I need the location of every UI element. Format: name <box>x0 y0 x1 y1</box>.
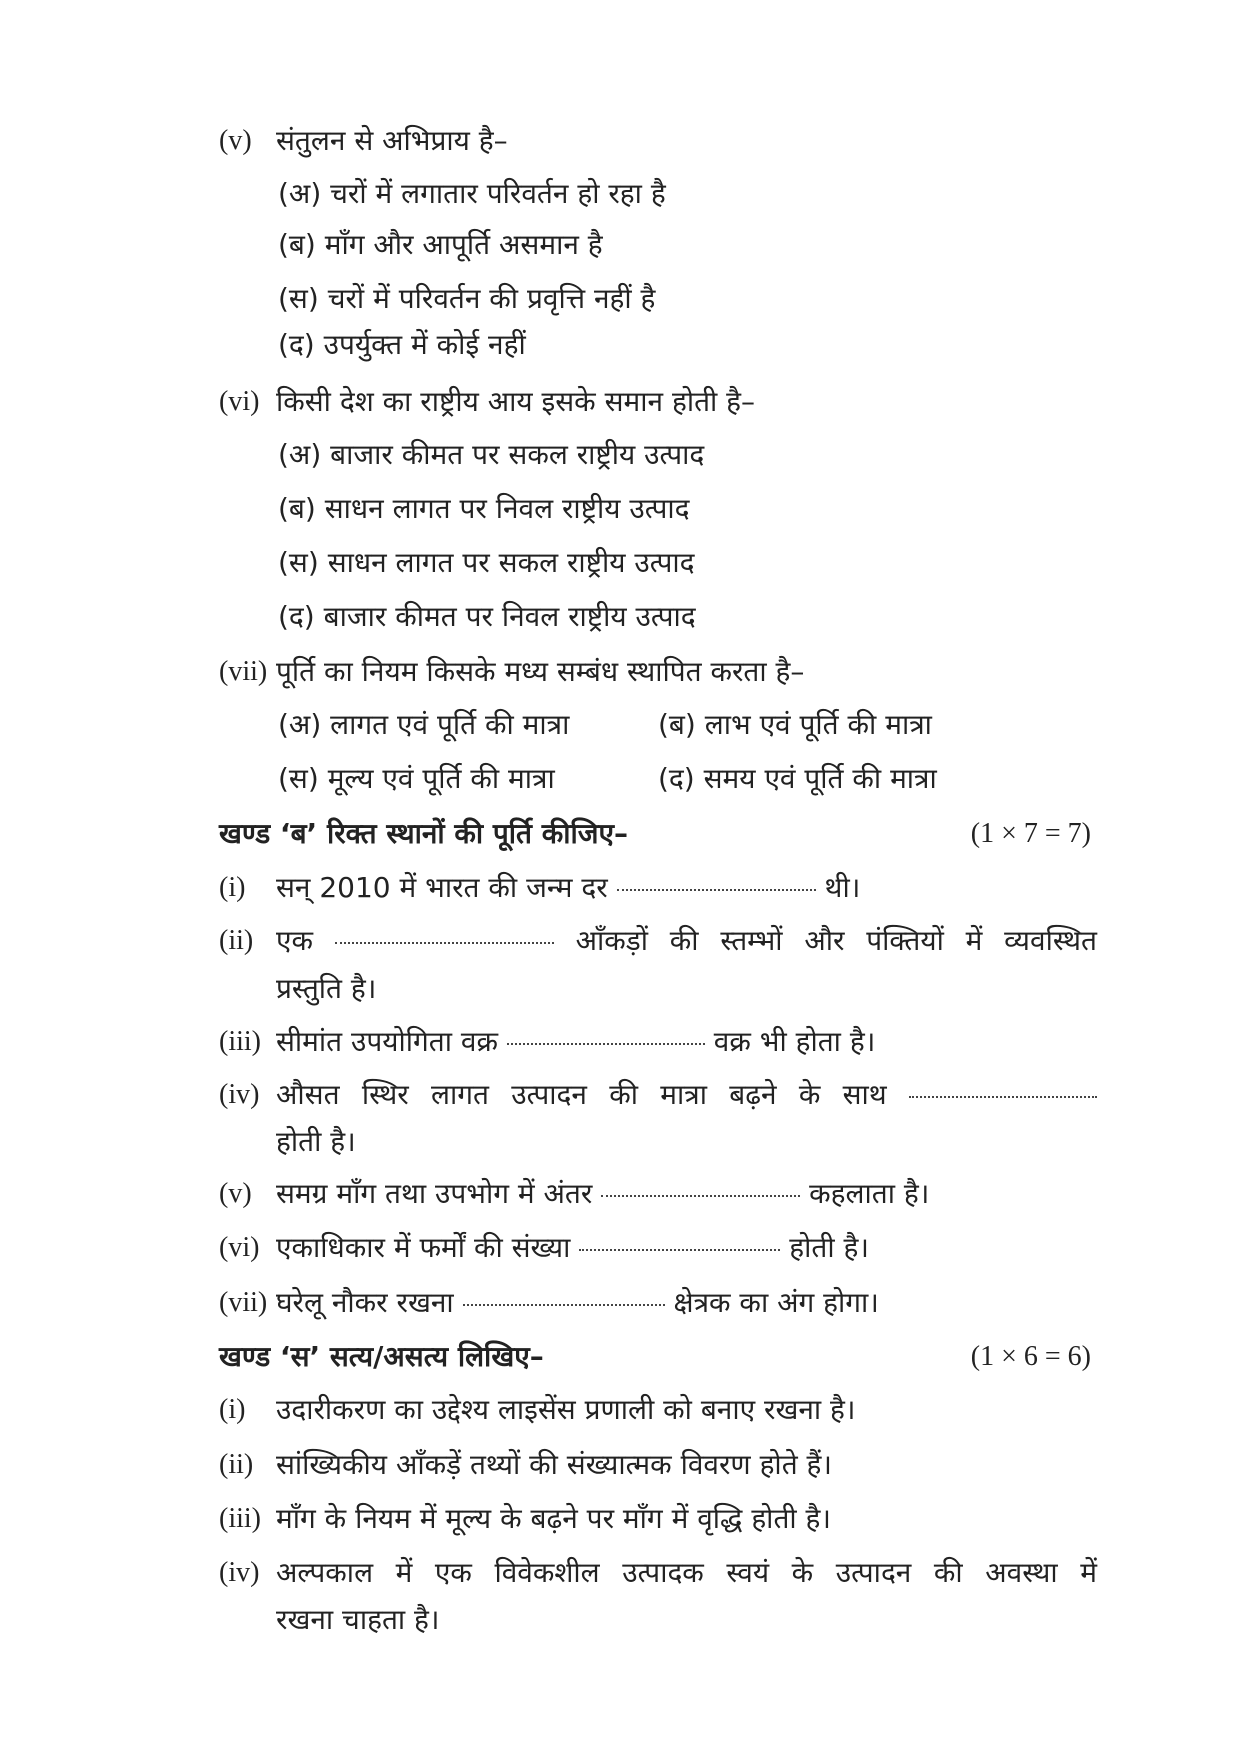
blank-item-iii <box>219 1022 1097 1062</box>
item-text <box>276 1174 929 1214</box>
item-text-before: औसत स्थिर लागत उत्पादन की मात्रा बढ़ने के साथ <box>276 1078 887 1111</box>
option-label: (द) <box>278 600 315 633</box>
item-text <box>276 1228 869 1268</box>
fill-in-blank <box>507 1043 705 1045</box>
option-label: (द) <box>278 328 315 361</box>
item-number: (iii) <box>219 1503 261 1534</box>
item-number: (iii) <box>219 1026 261 1057</box>
option-d <box>278 325 526 365</box>
question-text: संतुलन से अभिप्राय है– <box>276 124 508 157</box>
option-text: साधन लागत पर सकल राष्ट्रीय उत्पाद <box>327 546 695 579</box>
option-label: (अ) <box>278 438 322 471</box>
item-text: माँग के नियम में मूल्य के बढ़ने पर माँग में वृद्धि होती है। <box>276 1502 832 1535</box>
option-label: (स) <box>278 282 319 315</box>
question-v <box>219 121 1097 161</box>
option-text: बाजार कीमत पर सकल राष्ट्रीय उत्पाद <box>330 438 705 471</box>
option-label: (अ) <box>278 708 322 741</box>
item-number: (iv) <box>219 1557 260 1588</box>
option-label: (ब) <box>278 228 316 261</box>
blank-item-iv <box>219 1075 1097 1115</box>
option-d <box>658 759 937 799</box>
option-label: (ब) <box>278 492 316 525</box>
option-label: (स) <box>278 762 319 795</box>
item-text <box>276 1075 1097 1115</box>
section-title: खण्ड ‘ब’ रिक्त स्थानों की पूर्ति कीजिए– <box>219 817 629 850</box>
option-label: (स) <box>278 546 319 579</box>
blank-item-vi <box>219 1228 1097 1268</box>
option-text: साधन लागत पर निवल राष्ट्रीय उत्पाद <box>324 492 690 525</box>
item-number: (v) <box>219 1178 252 1209</box>
section-marks: (1 × 6 = 6) <box>970 1341 1091 1372</box>
option-text: चरों में परिवर्तन की प्रवृत्ति नहीं है <box>327 282 656 315</box>
option-c <box>278 759 555 799</box>
option-text: समय एवं पूर्ति की मात्रा <box>703 762 937 795</box>
fill-in-blank <box>335 942 554 944</box>
item-number: (iv) <box>219 1079 260 1110</box>
section-header <box>219 1337 1091 1377</box>
item-number: (ii) <box>219 925 254 956</box>
item-text-before: सीमांत उपयोगिता वक्र <box>276 1025 498 1058</box>
item-number: (vii) <box>219 1287 268 1318</box>
option-label: (ब) <box>658 708 696 741</box>
true-false-item-ii <box>219 1445 1097 1485</box>
option-b <box>278 489 690 529</box>
item-text-after: होती है। <box>789 1231 869 1264</box>
option-text: उपर्युक्त में कोई नहीं <box>323 328 526 361</box>
item-text-before: घरेलू नौकर रखना <box>276 1286 454 1319</box>
question-number: (vi) <box>219 386 260 417</box>
section-marks: (1 × 7 = 7) <box>970 818 1091 849</box>
item-text-after: क्षेत्रक का अंग होगा। <box>673 1286 879 1319</box>
option-a <box>278 174 666 214</box>
item-text <box>276 868 860 908</box>
item-text-continued: प्रस्तुति है। <box>276 972 377 1005</box>
fill-in-blank <box>617 889 816 891</box>
blank-item-i <box>219 868 1097 908</box>
item-text: सांख्यिकीय आँकड़ें तथ्यों की संख्यात्मक विवरण होते हैं। <box>276 1448 833 1481</box>
section-title: खण्ड ‘स’ सत्य/असत्य लिखिए– <box>219 1340 544 1373</box>
item-text-after: आँकड़ों की स्तम्भों और पंक्तियों में व्यवस्थित <box>575 924 1098 957</box>
item-text: उदारीकरण का उद्देश्य लाइसेंस प्रणाली को बनाए रखना है। <box>276 1393 856 1426</box>
option-text: बाजार कीमत पर निवल राष्ट्रीय उत्पाद <box>323 600 696 633</box>
question-text: पूर्ति का नियम किसके मध्य सम्बंध स्थापित करता है– <box>276 655 805 688</box>
option-text: चरों में लगातार परिवर्तन हो रहा है <box>330 177 666 210</box>
option-a <box>278 435 704 475</box>
item-text-continued: होती है। <box>276 1125 356 1158</box>
question-number: (vii) <box>219 656 268 687</box>
item-number: (i) <box>219 872 246 903</box>
option-text: मूल्य एवं पूर्ति की मात्रा <box>327 762 555 795</box>
item-text-after: थी। <box>824 871 861 904</box>
item-number: (vi) <box>219 1232 260 1263</box>
option-text: माँग और आपूर्ति असमान है <box>324 228 603 261</box>
option-c <box>278 279 655 319</box>
true-false-item-iv <box>219 1553 1097 1593</box>
option-b <box>278 225 603 265</box>
blank-item-v <box>219 1174 1097 1214</box>
option-label: (अ) <box>278 177 322 210</box>
blank-item-vii <box>219 1283 1097 1323</box>
question-number: (v) <box>219 125 252 156</box>
fill-in-blank <box>909 1096 1097 1098</box>
blank-item-ii <box>219 921 1097 961</box>
item-text-before: सन् 2010 में भारत की जन्म दर <box>276 871 608 904</box>
option-label: (द) <box>658 762 695 795</box>
option-a <box>278 705 569 745</box>
item-text <box>276 1283 879 1323</box>
option-d <box>278 597 696 637</box>
item-text-after: कहलाता है। <box>809 1177 930 1210</box>
true-false-item-i <box>219 1390 1097 1430</box>
option-text: लाभ एवं पूर्ति की मात्रा <box>704 708 932 741</box>
item-text-continued: रखना चाहता है। <box>276 1603 440 1636</box>
item-text: अल्पकाल में एक विवेकशील उत्पादक स्वयं के उत्पादन की अवस्था में <box>276 1556 1097 1589</box>
item-number: (ii) <box>219 1449 254 1480</box>
option-b <box>658 705 932 745</box>
section-header <box>219 814 1091 854</box>
question-vii <box>219 652 1097 692</box>
item-text-before: एकाधिकार में फर्मों की संख्या <box>276 1231 571 1264</box>
fill-in-blank <box>579 1249 780 1251</box>
option-c <box>278 543 695 583</box>
fill-in-blank <box>601 1195 800 1197</box>
item-text-before: एक <box>276 924 313 957</box>
fill-in-blank <box>463 1304 665 1306</box>
item-text-before: समग्र माँग तथा उपभोग में अंतर <box>276 1177 593 1210</box>
true-false-item-iii <box>219 1499 1097 1539</box>
item-number: (i) <box>219 1394 246 1425</box>
item-text <box>276 1022 875 1062</box>
option-text: लागत एवं पूर्ति की मात्रा <box>330 708 570 741</box>
item-text <box>276 921 1097 961</box>
question-vi <box>219 382 1097 422</box>
question-text: किसी देश का राष्ट्रीय आय इसके समान होती है– <box>276 385 756 418</box>
item-text-after: वक्र भी होता है। <box>713 1025 876 1058</box>
